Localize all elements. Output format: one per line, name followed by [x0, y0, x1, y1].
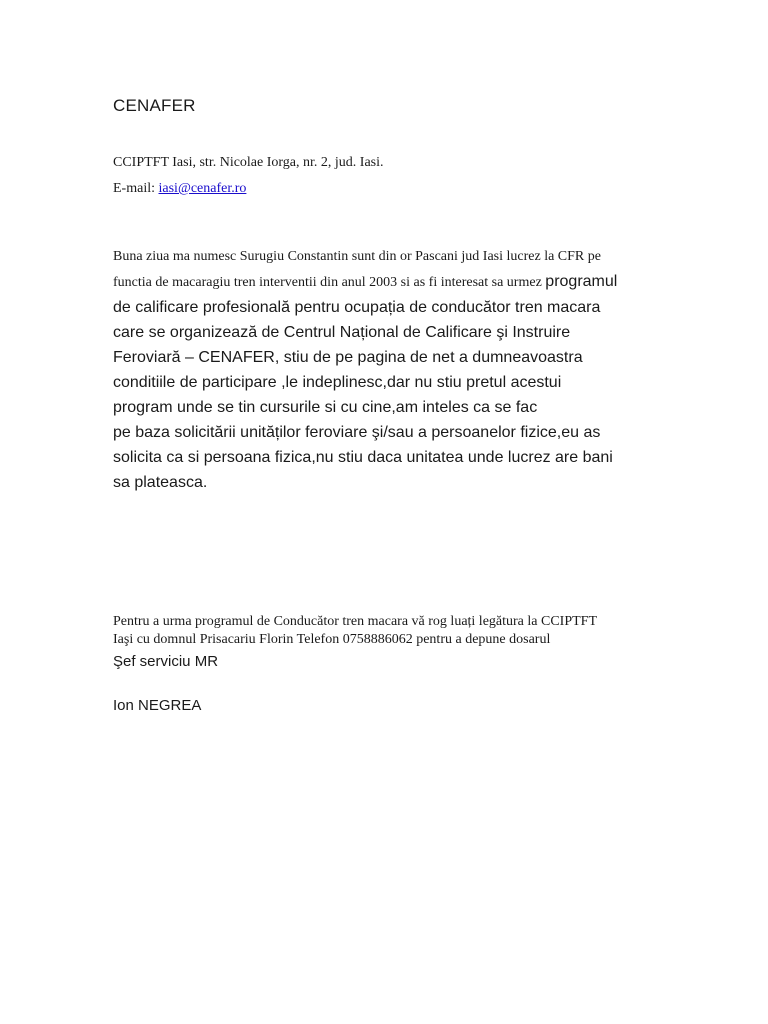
letter-body — [113, 244, 673, 495]
letter-line-part: functia de macaragiu tren interventii din anul 2003 si as fi interesat sa urmez — [113, 275, 542, 290]
followup-note — [113, 613, 597, 649]
letter-line: solicita ca si persoana fizica,nu stiu daca unitatea unde lucrez are bani — [113, 449, 613, 466]
letter-line: care se organizează de Centrul Național de Calificare şi Instruire — [113, 324, 571, 341]
letter-line: Buna ziua ma numesc Surugiu Constantin sunt din or Pascani jud Iasi lucrez la CFR pe — [113, 249, 601, 264]
email-label: E-mail: — [113, 181, 155, 196]
letter-line-mixed — [113, 269, 673, 295]
followup-line: Iaşi cu domnul Prisacariu Florin Telefon 0758886062 pentru a depune dosarul — [113, 632, 551, 647]
letter-line: sa plateasca. — [113, 474, 208, 491]
letter-line: de calificare profesională pentru ocupația de conducător tren macara — [113, 299, 601, 316]
email-link[interactable]: iasi@cenafer.ro — [158, 181, 247, 196]
followup-line: Pentru a urma programul de Conducător tren macara vă rog luați legătura la CCIPTFT — [113, 614, 598, 629]
contact-block — [113, 150, 384, 202]
signature-role: Şef serviciu MR — [113, 653, 219, 670]
letter-line: pe baza solicitării unităților feroviare şi/sau a persoanelor fizice,eu as — [113, 424, 601, 441]
email-line — [113, 176, 384, 202]
letter-line: program unde se tin cursurile si cu cine,am inteles ca se fac — [113, 399, 538, 416]
letter-line: conditiile de participare ,le indeplinesc,dar nu stiu pretul acestui — [113, 374, 562, 391]
organization-title: CENAFER — [113, 96, 196, 115]
letter-line: Feroviară – CENAFER, stiu de pe pagina de net a dumneavoastra — [113, 349, 583, 366]
postal-address: CCIPTFT Iasi, str. Nicolae Iorga, nr. 2, jud. Iasi. — [113, 155, 384, 170]
letter-line-part: programul — [545, 273, 618, 290]
signature-name: Ion NEGREA — [113, 697, 202, 714]
